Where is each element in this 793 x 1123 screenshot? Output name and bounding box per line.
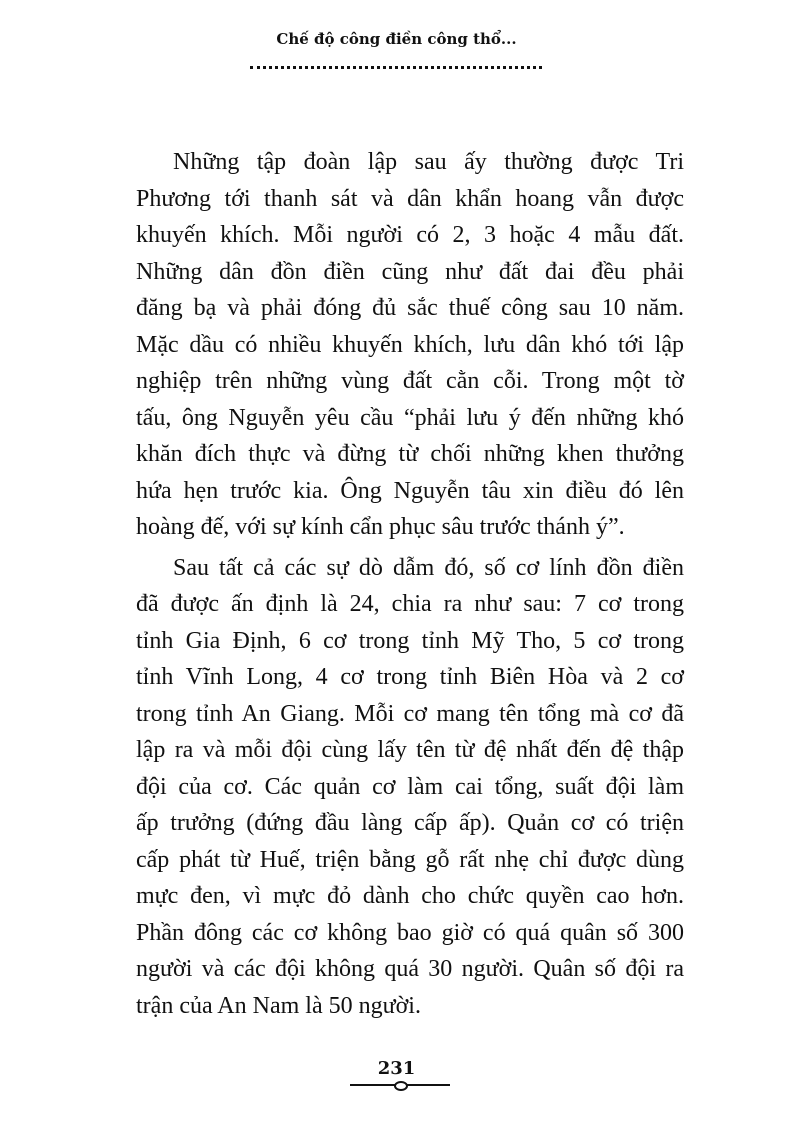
text-line: tấu, ông Nguyễn yêu cầu “phải lưu ý đến những khó [136, 404, 684, 431]
text-line: hứa hẹn trước kia. Ông Nguyễn tâu xin điều đó lên [136, 477, 684, 504]
text-line: cấp phát từ Huế, triện bằng gỗ rất nhẹ chỉ được dùng [136, 846, 684, 873]
text-line: tỉnh Vĩnh Long, 4 cơ trong tỉnh Biên Hòa và 2 cơ [136, 664, 684, 690]
footer-ornament [350, 1084, 450, 1086]
text-line: đội của cơ. Các quản cơ làm cai tổng, suất đội làm [136, 773, 684, 800]
text-line: người và các đội không quá 30 người. Quân số đội ra [136, 956, 684, 982]
running-header: Chế độ công điền công thổ... [276, 30, 517, 48]
header-divider [250, 66, 542, 69]
text-line: mực đen, vì mực đỏ dành cho chức quyền cao hơn. [136, 883, 684, 909]
text-line: Những tập đoàn lập sau ấy thường được Tri [173, 149, 684, 175]
text-line: khuyến khích. Mỗi người có 2, 3 hoặc 4 mẫu đất. [136, 222, 684, 248]
text-line: đã được ấn định là 24, chia ra như sau: 7 cơ trong [136, 591, 684, 617]
text-line: trận của An Nam là 50 người. [136, 992, 421, 1019]
text-line: Phương tới thanh sát và dân khẩn hoang vẫn được [136, 185, 684, 212]
paragraph-1 [136, 144, 684, 546]
text-line: Những dân đồn điền cũng như đất đai đều phải [136, 258, 684, 285]
text-line: khăn đích thực và đừng từ chối những khen thưởng [136, 441, 684, 467]
text-line: tỉnh Gia Định, 6 cơ trong tỉnh Mỹ Tho, 5 cơ trong [136, 627, 684, 654]
text-line: Phần đông các cơ không bao giờ có quá quân số 300 [136, 919, 684, 946]
page-number: 231 [377, 1058, 416, 1079]
text-line: Mặc dầu có nhiều khuyến khích, lưu dân khó tới lập [136, 331, 684, 358]
text-line: ấp trưởng (đứng đầu làng cấp ấp). Quản cơ có triện [136, 810, 684, 836]
text-line: trong tỉnh An Giang. Mỗi cơ mang tên tổng mà cơ đã [136, 700, 684, 727]
paragraph-2 [136, 550, 684, 1025]
text-line: hoàng đế, với sự kính cẩn phục sâu trước thánh ý”. [136, 514, 625, 540]
page-body [136, 144, 684, 1024]
text-line: lập ra và mỗi đội cùng lấy tên từ đệ nhất đến đệ thập [136, 737, 684, 763]
text-line: đăng bạ và phải đóng đủ sắc thuế công sau 10 năm. [136, 295, 684, 321]
text-line: nghiệp trên những vùng đất cằn cỗi. Trong một tờ [136, 368, 684, 394]
text-line: Sau tất cả các sự dò dẫm đó, số cơ lính đồn điền [173, 554, 684, 581]
